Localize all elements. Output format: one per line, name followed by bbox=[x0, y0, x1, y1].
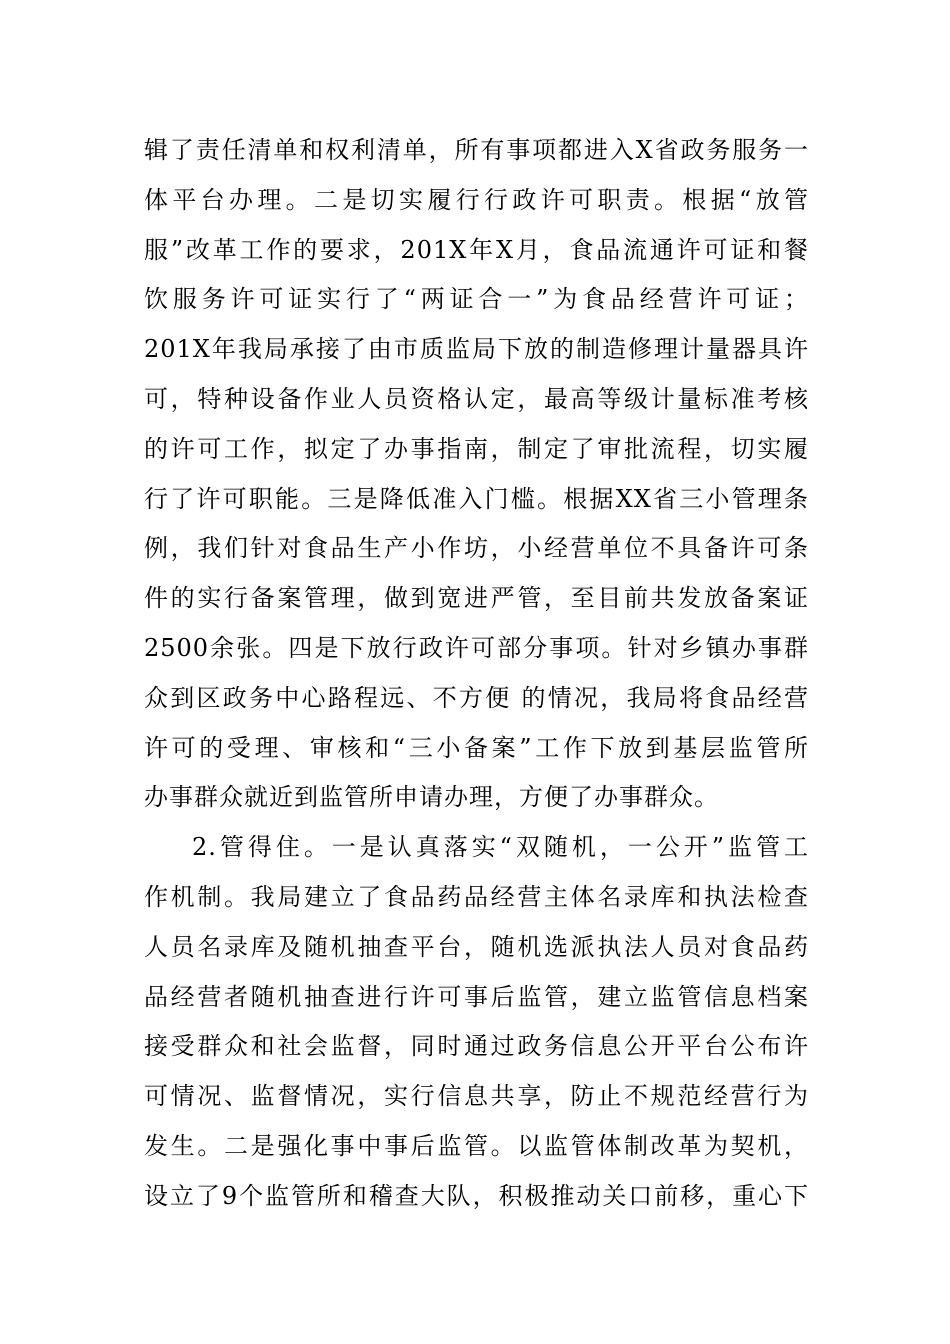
text-line: 件的实行备案管理，做到宽进严管，至目前共发放备案证 bbox=[144, 584, 809, 613]
paragraph-first-line: 2.管得住。一是认真落实“双随机，一公开”监管工 bbox=[192, 833, 809, 862]
text-line: 行了许可职能。三是降低准入门槛。根据XX省三小管理条 bbox=[144, 484, 809, 513]
text-line: 品经营者随机抽查进行许可事后监管，建立监管信息档案 bbox=[144, 982, 809, 1011]
text-line: 可，特种设备作业人员资格认定，最高等级计量标准考核 bbox=[144, 384, 809, 413]
text-line: 发生。二是强化事中事后监管。以监管体制改革为契机， bbox=[144, 1131, 809, 1160]
text-line: 服”改革工作的要求，201X年X月，食品流通许可证和餐 bbox=[144, 235, 809, 264]
text-line: 可情况、监督情况，实行信息共享，防止不规范经营行为 bbox=[144, 1082, 809, 1111]
text-line: 设立了9个监管所和稽查大队，积极推动关口前移，重心下 bbox=[144, 1181, 809, 1210]
text-line: 2500余张。四是下放行政许可部分事项。针对乡镇办事群 bbox=[144, 633, 809, 662]
text-line: 例，我们针对食品生产小作坊，小经营单位不具备许可条 bbox=[144, 534, 809, 563]
text-line: 饮服务许可证实行了“两证合一”为食品经营许可证； bbox=[144, 285, 809, 314]
text-line: 人员名录库及随机抽查平台，随机选派执法人员对食品药 bbox=[144, 932, 809, 961]
text-line: 体平台办理。二是切实履行行政许可职责。根据“放管 bbox=[144, 185, 809, 214]
text-line: 众到区政务中心路程远、不方便 的情况，我局将食品经营 bbox=[144, 683, 809, 712]
text-line: 许可的受理、审核和“三小备案”工作下放到基层监管所 bbox=[144, 733, 809, 762]
body-text bbox=[144, 126, 809, 1222]
text-line: 接受群众和社会监督，同时通过政务信息公开平台公布许 bbox=[144, 1032, 809, 1061]
text-line: 201X年我局承接了由市质监局下放的制造修理计量器具许 bbox=[144, 335, 809, 364]
text-line: 的许可工作，拟定了办事指南，制定了审批流程，切实履 bbox=[144, 434, 809, 463]
text-line: 辑了责任清单和权利清单，所有事项都进入X省政务服务一 bbox=[144, 136, 809, 164]
paragraph-last-line: 办事群众就近到监管所申请办理，方便了办事群众。 bbox=[144, 783, 719, 812]
text-line: 作机制。我局建立了食品药品经营主体名录库和执法检查 bbox=[144, 882, 809, 911]
